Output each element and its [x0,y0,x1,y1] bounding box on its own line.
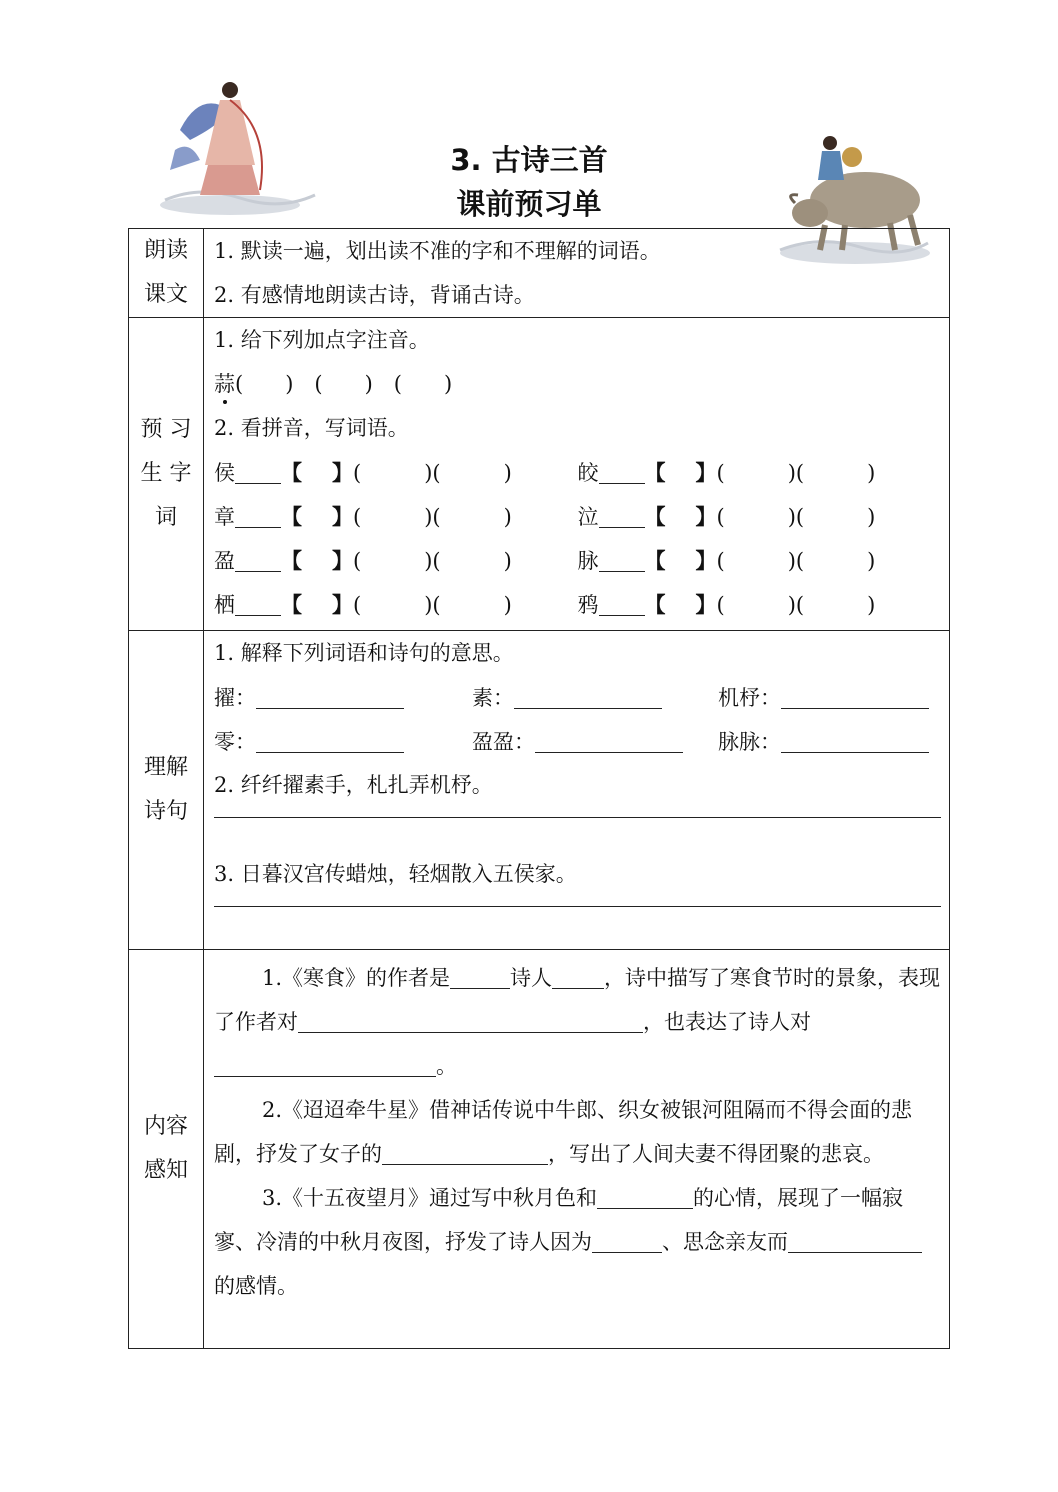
char: 盈 [214,549,235,573]
answer-parens[interactable]: ( )( ) [353,593,512,617]
term: 机杼： [718,686,781,710]
section-label-reading [129,229,204,318]
answer-parens[interactable]: ( )( ) [716,549,876,573]
question-text: 3. 日暮汉宫传蜡烛，轻烟散入五侯家。 [214,862,577,886]
answer-blank[interactable] [298,1010,643,1033]
answer-blank[interactable] [256,730,404,753]
answer-parens[interactable]: ( )( ) [716,505,876,529]
char: 章 [214,505,235,529]
answer-blank[interactable] [235,549,281,572]
word-item [578,589,942,619]
answer-blank[interactable] [599,549,645,572]
answer-blank[interactable] [514,686,662,709]
word-item [214,457,578,487]
section-label-content [129,950,204,1349]
bracket-close: 】 [695,505,717,529]
answer-blank[interactable] [788,1230,922,1253]
bracket-open: 【 [281,549,302,573]
section-content-reading [204,229,950,318]
answer-blank[interactable] [552,966,604,989]
label-line: 内容 [143,1114,188,1139]
text: ，写出了人间夫妻不得团聚的悲哀。 [548,1142,884,1166]
question-text: 2. 纤纤擢素手，札扎弄机杼。 [214,773,493,797]
term-item [214,726,472,756]
term-item [718,682,929,712]
word-row [214,494,941,538]
bracket-close: 】 [332,593,353,617]
term: 素： [472,686,514,710]
word-item [578,457,942,487]
answer-blank[interactable] [597,1186,693,1209]
text: 3.《十五夜望月》通过写中秋月色和 [262,1186,598,1210]
question-text: 2. 看拼音，写词语。 [214,416,409,440]
text: 的感情。 [214,1274,298,1298]
bracket-close: 】 [695,461,717,485]
answer-blank[interactable] [450,966,510,989]
section-content [129,950,950,1349]
bracket-open: 【 [644,549,666,573]
section-content-vocab [204,318,950,631]
term: 脉脉： [718,730,781,754]
answer-line[interactable] [214,896,941,907]
bracket-close: 】 [332,505,353,529]
text: ，诗中描写了寒食节时的景象，表现了作者对 [214,966,941,1034]
preview-worksheet-table [128,228,950,1349]
term: 擢： [214,686,256,710]
term: 盈盈： [472,730,535,754]
char: 侯 [214,461,235,485]
label-line: 预 习 [140,417,192,442]
paragraph-3 [214,1176,941,1308]
word-item [214,545,578,575]
word-item [578,501,942,531]
text: 。 [436,1054,457,1078]
label-line: 诗句 [143,799,188,824]
word-row [214,538,941,582]
answer-blank[interactable] [535,730,683,753]
answer-blank[interactable] [235,593,281,616]
answer-blank[interactable] [235,461,281,484]
answer-parens[interactable]: ( ) ( ) ( ) [235,372,453,396]
section-content-understanding [204,631,950,950]
bracket-open: 【 [644,505,666,529]
text: 2.《迢迢牵牛星》借神话传说中牛郎、织女被银河阻隔而不得会面的悲剧，抒发了女子的 [214,1098,913,1166]
answer-blank[interactable] [599,461,645,484]
section-content-content [204,950,950,1349]
paragraph-1 [214,956,941,1088]
bracket-open: 【 [281,593,302,617]
answer-blank[interactable] [599,505,645,528]
answer-line[interactable] [214,807,941,818]
bracket-open: 【 [644,593,666,617]
text: ，也表达了诗人对 [643,1010,811,1034]
section-label-understanding [129,631,204,950]
answer-blank[interactable] [382,1142,548,1165]
label-line: 感知 [143,1158,188,1183]
term-row [214,675,941,719]
label-line: 朗读 [143,238,188,263]
char: 泣 [577,505,599,529]
section-vocab [129,318,950,631]
term-row [214,719,941,763]
bracket-close: 】 [332,549,353,573]
bracket-close: 】 [695,593,717,617]
answer-blank[interactable] [592,1230,662,1253]
pinyin-row [214,362,941,406]
dotted-character: 蒜 [214,362,235,406]
answer-blank[interactable] [599,593,645,616]
answer-parens[interactable]: ( )( ) [353,461,512,485]
bracket-open: 【 [281,461,302,485]
char: 鸦 [577,593,599,617]
section-understanding [129,631,950,950]
answer-blank[interactable] [256,686,404,709]
word-row [214,582,941,626]
section-label-vocab [129,318,204,631]
question-text: 1. 给下列加点字注音。 [214,328,430,352]
paragraph-2 [214,1088,941,1176]
word-row [214,450,941,494]
answer-blank[interactable] [235,505,281,528]
text: 的心情，展现了一幅寂寥、冷清的中秋月夜图，抒发了诗人因为 [214,1186,904,1254]
text: 诗人 [510,966,553,990]
word-item [214,501,578,531]
char: 栖 [214,593,235,617]
question-text: 1. 解释下列词语和诗句的意思。 [214,641,514,665]
term-item [718,726,929,756]
word-item [578,545,942,575]
section-reading [129,229,950,318]
bracket-open: 【 [281,505,302,529]
instruction-item: 1. 默读一遍，划出读不准的字和不理解的词语。 [214,239,661,263]
answer-parens[interactable]: ( )( ) [716,593,876,617]
label-line: 生 字 [140,461,192,486]
worksheet-title: 3. 古诗三首 [450,143,608,177]
term: 零： [214,730,256,754]
term-item [472,726,718,756]
answer-parens[interactable]: ( )( ) [716,461,876,485]
label-line: 课文 [143,282,188,307]
answer-blank[interactable] [781,686,929,709]
text: 、思念亲友而 [662,1230,788,1254]
bracket-open: 【 [644,461,666,485]
term-item [214,682,472,712]
term-item [472,682,718,712]
instruction-item: 2. 有感情地朗读古诗，背诵古诗。 [214,283,535,307]
word-item [214,589,578,619]
answer-parens[interactable]: ( )( ) [353,505,512,529]
label-line: 理解 [143,755,188,780]
label-line: 词 [154,505,177,530]
char: 脉 [577,549,599,573]
answer-blank[interactable] [214,1054,436,1077]
char: 皎 [577,461,599,485]
answer-blank[interactable] [781,730,929,753]
answer-parens[interactable]: ( )( ) [353,549,512,573]
bracket-close: 】 [695,549,717,573]
worksheet-subtitle: 课前预习单 [456,187,602,221]
text: 1.《寒食》的作者是 [262,966,451,990]
bracket-close: 】 [332,461,353,485]
